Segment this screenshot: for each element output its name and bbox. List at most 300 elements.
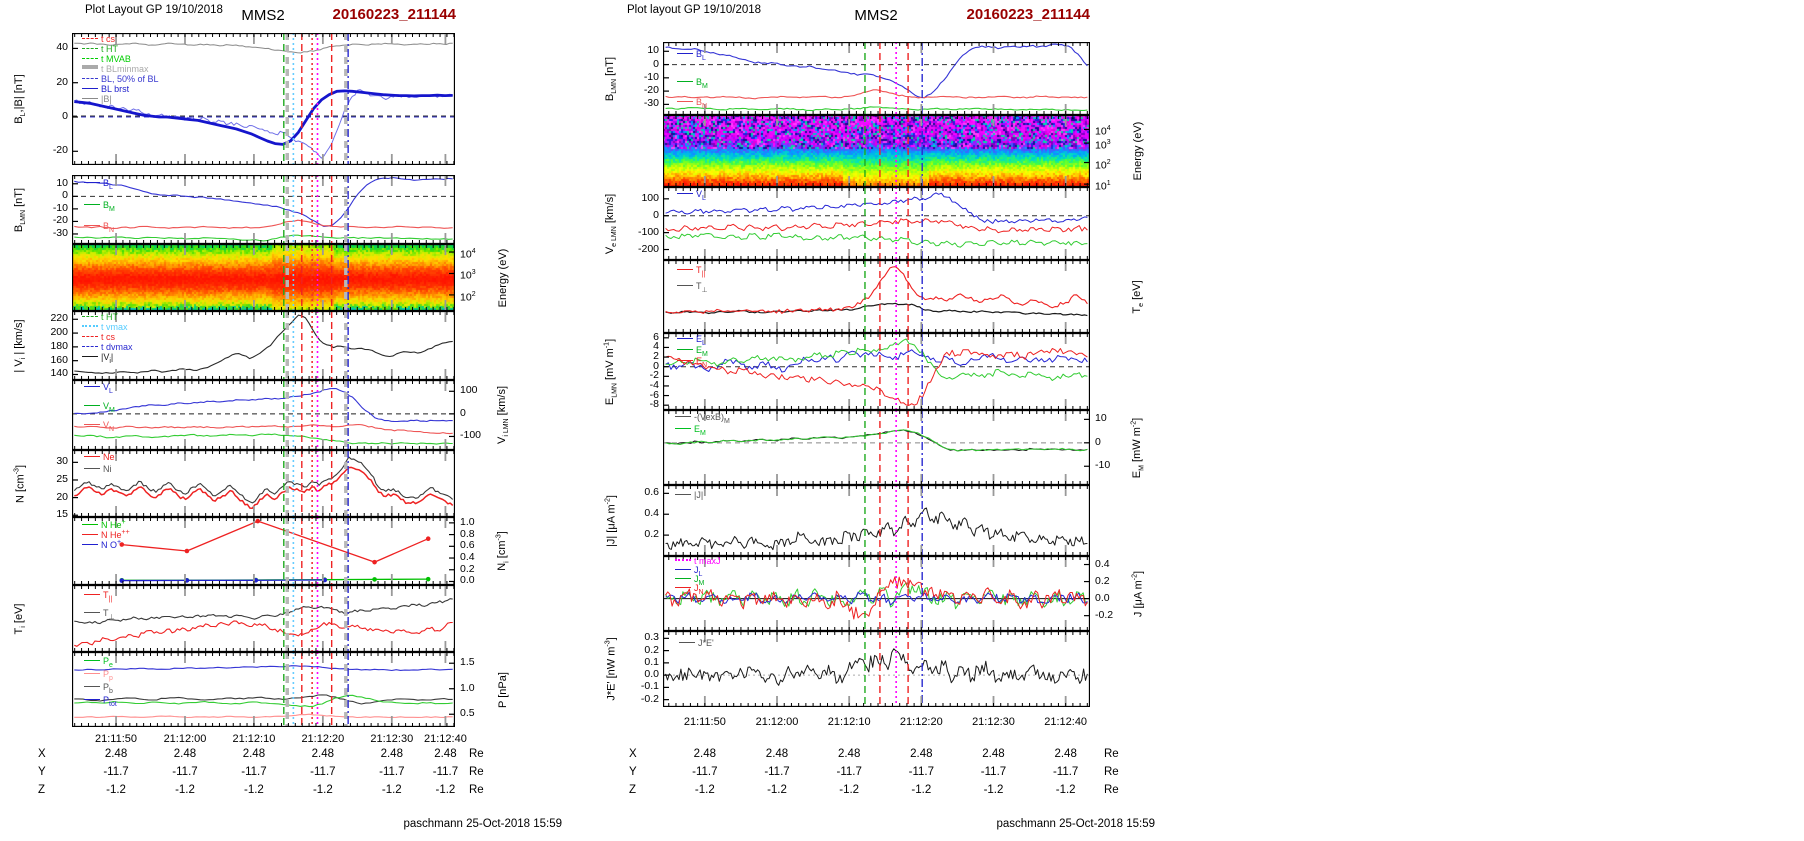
- legend-label: $V_L$: [103, 382, 113, 395]
- legend-label: $P_b$: [103, 682, 113, 695]
- coord-value: -1.2: [244, 784, 264, 796]
- x-tick-label: 21:12:40: [424, 733, 467, 745]
- elmn-ytick: 6: [653, 330, 659, 343]
- coord-value: -11.7: [103, 766, 129, 778]
- coord-row-label: X: [629, 748, 637, 760]
- elmn-legend-item: [677, 357, 707, 369]
- je-ytick: 0.2: [644, 643, 659, 656]
- legend-label: $T_{||}$: [103, 590, 113, 603]
- legend-label: |J|: [694, 490, 704, 500]
- vilmn-rtick: 100: [460, 384, 478, 397]
- coord-unit: Re: [469, 766, 484, 778]
- ti-legend-item: [84, 609, 115, 621]
- coord-value: -11.7: [432, 766, 459, 778]
- elmn-y-axis-label: $E_{LMN}$ [mV $m^{-1}$]: [603, 338, 619, 405]
- jlmn-right-axis-label: J [μA $m^{-2}$]: [1131, 570, 1145, 617]
- bl-babs-ytick: 20: [56, 75, 68, 88]
- bl-babs-legend-item: [82, 45, 118, 54]
- p-right-axis-label: P [nPa]: [497, 671, 509, 708]
- ti-legend-item: [84, 591, 112, 603]
- solid-line-sample: [677, 101, 693, 102]
- left-spacecraft-title: MMS2: [241, 7, 285, 24]
- bl-babs-legend-item: [82, 85, 129, 94]
- coord-unit: Re: [469, 784, 484, 796]
- jmag-y-axis-label: |J| [μA $m^{-2}$]: [604, 494, 618, 547]
- jlmn-rtick: -0.2: [1095, 608, 1114, 621]
- legend-label: t maxJ: [694, 556, 721, 566]
- p-legend-item: [84, 670, 113, 682]
- ti-y-axis-label: $T_i$ [eV]: [12, 603, 28, 634]
- dash-line-sample: [82, 58, 98, 59]
- legend-label: BL, 50% of BL: [101, 74, 159, 84]
- coord-value: -11.7: [310, 766, 336, 778]
- r-blmn-legend-item: [677, 50, 706, 62]
- jlmn-rtick: 0.2: [1095, 574, 1110, 587]
- blmn-legend-item: [84, 179, 113, 191]
- solid-line-sample: [677, 53, 693, 54]
- coord-value: 2.48: [242, 748, 266, 760]
- blmn-legend-item: [84, 201, 115, 213]
- vilmn-rtick: -100: [460, 429, 482, 442]
- x-tick-label: 21:11:50: [683, 716, 726, 728]
- n-ytick: 20: [56, 490, 68, 503]
- x-tick-label: 21:12:30: [370, 733, 414, 745]
- jmag-ytick: 0.2: [644, 528, 659, 541]
- solid-line-sample: [84, 424, 100, 425]
- ni-minor-rtick: 0.6: [460, 539, 475, 552]
- left-plot-layout-label: Plot Layout GP 19/10/2018: [85, 4, 223, 16]
- coord-value: 2.48: [765, 748, 789, 760]
- blmn-ytick: 10: [56, 176, 68, 189]
- panel-n: [72, 450, 455, 517]
- coord-row-label: Z: [629, 784, 637, 796]
- p-legend-item: [84, 696, 117, 708]
- n-y-axis-label: N $[cm^{-3}]$: [13, 464, 27, 503]
- vmag-legend-item: [82, 323, 128, 332]
- em-legend-item: [675, 425, 706, 437]
- coord-value: -1.2: [911, 784, 932, 796]
- bl-babs-ytick: 0: [62, 110, 68, 122]
- n-ytick: 15: [56, 508, 68, 521]
- blmn-ytick: -30: [52, 226, 68, 239]
- em-rtick: 0: [1095, 435, 1101, 448]
- elmn-ytick: -4: [649, 378, 659, 391]
- coord-value: 2.48: [837, 748, 861, 760]
- solid-line-sample: [84, 468, 100, 469]
- legend-label: t BLminmax: [101, 64, 149, 74]
- dashdot-line-sample: [82, 346, 98, 347]
- velmn-legend-item: [677, 190, 706, 202]
- soliddot-line-sample: [82, 534, 98, 535]
- bl-babs-y-axis-label: $B_L,|B|$ [nT]: [12, 74, 28, 124]
- left-footer-credit: paschmann 25-Oct-2018 15:59: [403, 818, 562, 830]
- ele-spec-rtick: $10^4$: [1095, 125, 1111, 138]
- elmn-ytick: 0: [653, 359, 659, 372]
- r-blmn-ytick: -20: [643, 84, 659, 97]
- panel-velmn: [663, 187, 1090, 260]
- r-blmn-ytick: -30: [643, 97, 659, 110]
- dash-line-sample: [82, 316, 98, 317]
- r-blmn-y-axis-label: $B_{LMN}$ [nT]: [603, 56, 619, 101]
- coord-value: -1.2: [381, 784, 402, 796]
- dot-line-sample: [675, 559, 691, 561]
- coord-value: -1.2: [839, 784, 860, 796]
- legend-label: t MVAB: [101, 54, 131, 64]
- coord-unit: Re: [1104, 784, 1119, 796]
- ele-spec-rtick: $10^3$: [1095, 139, 1111, 152]
- legend-label: t HT: [101, 312, 118, 322]
- panel-jlmn: [663, 556, 1090, 631]
- elmn-ytick: -2: [649, 369, 659, 382]
- coord-value: 2.48: [380, 748, 403, 760]
- x-tick-label: 21:12:00: [163, 733, 207, 745]
- legend-label: Ni: [103, 464, 112, 474]
- je-ytick: 0.1: [644, 655, 659, 668]
- soliddot-line-sample: [82, 544, 98, 545]
- x-tick-label: 21:12:10: [232, 733, 276, 745]
- je-y-axis-label: J*E' [nW $m^{-3}$]: [604, 637, 618, 701]
- legend-label: N He++: [101, 529, 130, 540]
- legend-label: t HT: [101, 44, 118, 54]
- ni-minor-rtick: 0.2: [460, 562, 475, 575]
- solid-line-sample: [82, 98, 98, 99]
- panel-te: [663, 260, 1090, 333]
- dash-line-sample: [82, 336, 98, 337]
- vmag-ytick: 200: [50, 326, 68, 339]
- coord-unit: Re: [1104, 748, 1119, 760]
- legend-label: $E_N$: [696, 356, 708, 369]
- solid-line-sample: [677, 193, 693, 194]
- legend-label: t cs: [101, 34, 116, 44]
- solid-line-sample: [675, 587, 691, 588]
- bl-babs-ytick: -20: [52, 144, 68, 157]
- solid-line-sample: [84, 182, 100, 183]
- solid-line-sample: [677, 349, 693, 350]
- right-spacecraft-title: MMS2: [854, 7, 898, 24]
- solid-line-sample: [675, 416, 691, 417]
- blmn-y-axis-label: $B_{LMN}$ [nT]: [12, 187, 28, 232]
- solid-line-sample: [84, 204, 100, 205]
- solid-line-sample: [677, 269, 693, 270]
- vmag-ytick: 140: [50, 367, 68, 380]
- coord-value: -11.7: [980, 766, 1007, 778]
- dash-line-sample: [82, 78, 98, 79]
- je-ytick: 0.3: [644, 631, 659, 644]
- panel-r-blmn: [663, 42, 1090, 115]
- vmag-legend-item: [82, 313, 118, 322]
- r-blmn-ytick: 10: [647, 44, 659, 57]
- velmn-ytick: -200: [637, 242, 659, 255]
- r-blmn-ytick: 0: [653, 57, 659, 70]
- ele-spec-rtick: $10^1$: [1095, 180, 1111, 193]
- legend-label: $B_N$: [103, 221, 115, 234]
- bl-babs-ytick: 40: [56, 41, 68, 54]
- blmn-ytick: -20: [52, 214, 68, 227]
- solid-line-sample: [84, 673, 100, 674]
- bl-babs-legend-item: [82, 95, 112, 104]
- ion-spec-rtick: $10^4$: [460, 248, 476, 261]
- ele-spec-right-axis-label: Energy (eV): [1132, 121, 1144, 181]
- em-right-axis-label: $E_M$ [mW $m^{-2}$]: [1130, 417, 1146, 478]
- solid-line-sample: [84, 386, 100, 387]
- panel-blmn: [72, 175, 455, 244]
- coord-value: -1.2: [175, 784, 195, 796]
- dot-line-sample: [82, 325, 98, 327]
- coord-value: 2.48: [1054, 748, 1077, 760]
- legend-label: Ne: [103, 452, 115, 462]
- legend-label: $V_M$: [103, 401, 115, 414]
- p-rtick: 1.0: [460, 681, 475, 694]
- jlmn-rtick: 0.0: [1095, 591, 1110, 604]
- bl-babs-legend-item: [82, 65, 149, 74]
- velmn-y-axis-label: $V_{e LMN}$ [km/s]: [603, 193, 619, 254]
- coord-value: -1.2: [312, 784, 333, 796]
- solid-line-sample: [84, 686, 100, 687]
- solid-line-sample: [84, 456, 100, 457]
- te-legend-item: [677, 266, 705, 278]
- em-rtick: -10: [1095, 459, 1111, 472]
- coord-value: -11.7: [1052, 766, 1079, 778]
- dash-line-sample: [82, 38, 98, 39]
- legend-label: $E_M$: [696, 345, 708, 358]
- n-ytick: 30: [56, 455, 68, 468]
- je-legend-item: [679, 639, 714, 648]
- panel-ele-spec: [663, 115, 1090, 187]
- ni-minor-rtick: 0.0: [460, 574, 475, 587]
- coord-value: 2.48: [910, 748, 933, 760]
- left-run-id: 20160223_211144: [332, 6, 456, 23]
- coord-value: 2.48: [693, 748, 717, 760]
- legend-label: t cs: [101, 332, 116, 342]
- solid-line-sample: [677, 338, 693, 339]
- coord-value: 2.48: [982, 748, 1005, 760]
- te-legend-item: [677, 282, 708, 294]
- coord-value: -11.7: [836, 766, 862, 778]
- solid-line-sample: [84, 405, 100, 406]
- legend-label: $B_M$: [103, 200, 115, 213]
- ion-spec-rtick: $10^3$: [460, 269, 476, 282]
- coord-value: -11.7: [172, 766, 198, 778]
- legend-label: $J_M$: [694, 574, 705, 587]
- coord-row-label: Z: [38, 784, 46, 796]
- legend-label: t dvmax: [101, 342, 133, 352]
- legend-label: $B_M$: [696, 77, 708, 90]
- ion-spec-rtick: $10^2$: [460, 290, 476, 304]
- legend-label: $B_N$: [696, 97, 708, 110]
- vmag-legend-item: [82, 333, 115, 342]
- vilmn-legend-item: [84, 421, 114, 433]
- solid-line-sample: [677, 285, 693, 286]
- vmag-legend-item: [82, 343, 133, 352]
- x-tick-label: 21:11:50: [95, 733, 138, 745]
- p-rtick: 1.5: [460, 656, 475, 669]
- p-legend-item: [84, 657, 113, 669]
- coord-row-label: X: [38, 748, 46, 760]
- solid-line-sample: [677, 81, 693, 82]
- solid-line-sample: [84, 699, 100, 700]
- elmn-ytick: 2: [653, 350, 659, 363]
- panel-p: [72, 652, 455, 727]
- panel-jmag: [663, 485, 1090, 556]
- je-ytick: -0.2: [640, 692, 659, 705]
- solid-line-sample: [675, 428, 691, 429]
- legend-label: $T_{||}$: [696, 265, 706, 278]
- coord-value: -1.2: [106, 784, 126, 796]
- legend-label: $E_M$: [694, 424, 706, 437]
- ni-minor-rtick: 0.8: [460, 527, 475, 540]
- legend-label: J*E': [698, 638, 714, 648]
- x-tick-label: 21:12:20: [899, 716, 943, 728]
- ele-spec-rtick: $10^2$: [1095, 158, 1111, 172]
- x-tick-label: 21:12:10: [827, 716, 871, 728]
- coord-value: -1.2: [1055, 784, 1076, 796]
- p-legend-item: [84, 683, 113, 695]
- legend-label: $E_L$: [696, 334, 706, 347]
- panel-bl-babs: [72, 33, 455, 165]
- n-legend-item: [84, 465, 112, 474]
- x-tick-label: 21:12:40: [1044, 716, 1088, 728]
- legend-label: $-(VexB)_M$: [694, 412, 730, 425]
- legend-label: BL brst: [101, 84, 130, 94]
- panel-ti: [72, 585, 455, 652]
- solid-line-sample: [84, 612, 100, 613]
- solid-line-sample: [84, 594, 100, 595]
- legend-label: t vmax: [101, 322, 128, 332]
- velmn-ytick: 100: [641, 191, 659, 204]
- ni-minor-legend-item: [82, 539, 121, 550]
- jlmn-legend-item: [675, 584, 704, 596]
- coord-value: -1.2: [694, 784, 715, 796]
- panel-ni-minor: [72, 517, 455, 585]
- x-tick-label: 21:12:00: [755, 716, 799, 728]
- solid-line-sample: [677, 360, 693, 361]
- r-blmn-legend-item: [677, 98, 707, 110]
- bl-babs-legend-item: [82, 55, 131, 64]
- right-plot-layout-label: Plot layout GP 19/10/2018: [627, 4, 762, 16]
- legend-label: $P_p$: [103, 669, 113, 682]
- coord-value: 2.48: [311, 748, 335, 760]
- coord-value: 2.48: [104, 748, 128, 760]
- panel-vilmn: [72, 380, 455, 450]
- x-tick-label: 21:12:30: [972, 716, 1015, 728]
- legend-label: $|V_i|$: [101, 352, 114, 365]
- vmag-legend-item: [82, 353, 113, 365]
- bl-babs-legend-item: [82, 35, 115, 44]
- elmn-ytick: -6: [649, 388, 659, 401]
- legend-label: $V_L$: [696, 189, 706, 202]
- vmag-ytick: 160: [50, 353, 68, 366]
- elmn-ytick: 4: [653, 340, 659, 353]
- coord-unit: Re: [469, 748, 484, 760]
- velmn-ytick: -100: [637, 225, 659, 238]
- je-ytick: -0.1: [640, 680, 659, 693]
- jlmn-rtick: 0.4: [1095, 557, 1110, 570]
- legend-label: |B|: [101, 94, 112, 104]
- ion-spec-right-axis-label: Energy (eV): [497, 248, 509, 307]
- velmn-ytick: 0: [653, 208, 659, 221]
- coord-value: -11.7: [241, 766, 267, 778]
- right-run-id: 20160223_211144: [966, 6, 1090, 23]
- x-tick-label: 21:12:20: [301, 733, 345, 745]
- coord-row-label: Y: [38, 766, 46, 778]
- legend-label: N O+: [101, 539, 122, 550]
- solid-line-sample: [82, 356, 98, 357]
- legend-label: $B_L$: [103, 178, 113, 191]
- vilmn-legend-item: [84, 383, 113, 395]
- coord-value: 2.48: [173, 748, 197, 760]
- n-ytick: 25: [56, 472, 68, 485]
- dash-line-sample: [82, 48, 98, 49]
- panel-je: [663, 631, 1090, 707]
- legend-label: $P_e$: [103, 656, 113, 669]
- solid-line-sample: [84, 225, 100, 226]
- n-legend-item: [84, 453, 115, 462]
- ni-minor-rtick: 1.0: [460, 515, 475, 528]
- right-footer-credit: paschmann 25-Oct-2018 15:59: [996, 818, 1155, 830]
- soliddot-line-sample: [82, 524, 98, 525]
- legend-label: $P_{tot}$: [103, 695, 117, 708]
- coord-value: -11.7: [692, 766, 718, 778]
- coord-value: 2.48: [434, 748, 457, 760]
- ni-minor-right-axis-label: $N_i$ $[cm^{-3}]$: [495, 531, 511, 571]
- jmag-ytick: 0.4: [644, 507, 659, 520]
- vmag-y-axis-label: | $V_i$ | [km/s]: [12, 318, 28, 373]
- panel-elmn: [663, 333, 1090, 410]
- blmn-ytick: 0: [62, 189, 68, 202]
- coord-unit: Re: [1104, 766, 1119, 778]
- blmn-ytick: -10: [52, 201, 68, 214]
- bl-babs-legend-item: [82, 75, 159, 84]
- r-blmn-ytick: -10: [643, 70, 659, 83]
- coord-value: -11.7: [764, 766, 790, 778]
- coord-value: -11.7: [379, 766, 405, 778]
- legend-label: N He+: [101, 519, 126, 530]
- coord-row-label: Y: [629, 766, 637, 778]
- vilmn-right-axis-label: $V_{i LMN}$ [km/s]: [495, 385, 511, 445]
- jmag-legend-item: [675, 491, 703, 500]
- coord-value: -11.7: [908, 766, 934, 778]
- vilmn-rtick: 0: [460, 406, 466, 419]
- p-rtick: 0.5: [460, 707, 475, 720]
- vmag-ytick: 180: [50, 339, 68, 352]
- legend-label: $B_L$: [696, 49, 706, 62]
- solid-line-sample: [84, 660, 100, 661]
- je-ytick: 0.0: [644, 668, 659, 681]
- solid-line-sample: [675, 578, 691, 579]
- legend-label: $T_\perp$: [103, 608, 115, 621]
- solid-line-sample: [675, 569, 691, 570]
- em-rtick: 10: [1095, 412, 1107, 425]
- panel-ion-spec: [72, 244, 455, 311]
- blmn-legend-item: [84, 222, 114, 234]
- coord-value: -1.2: [767, 784, 787, 796]
- elmn-ytick: -8: [649, 398, 659, 411]
- solid-line-sample: [82, 88, 98, 89]
- jmag-ytick: 0.6: [644, 486, 659, 499]
- vilmn-legend-item: [84, 402, 115, 414]
- legend-label: $J_L$: [694, 565, 703, 578]
- legend-label: $J_N$: [694, 583, 704, 596]
- ni-minor-rtick: 0.4: [460, 551, 475, 564]
- thick-line-sample: [82, 65, 98, 69]
- solid-line-sample: [675, 494, 691, 495]
- legend-label: $V_N$: [103, 420, 115, 433]
- legend-label: $T_\perp$: [696, 281, 708, 294]
- r-blmn-legend-item: [677, 78, 708, 90]
- coord-value: -1.2: [435, 784, 456, 796]
- te-right-axis-label: $T_e$ [eV]: [1130, 279, 1146, 314]
- solid-line-sample: [679, 642, 695, 643]
